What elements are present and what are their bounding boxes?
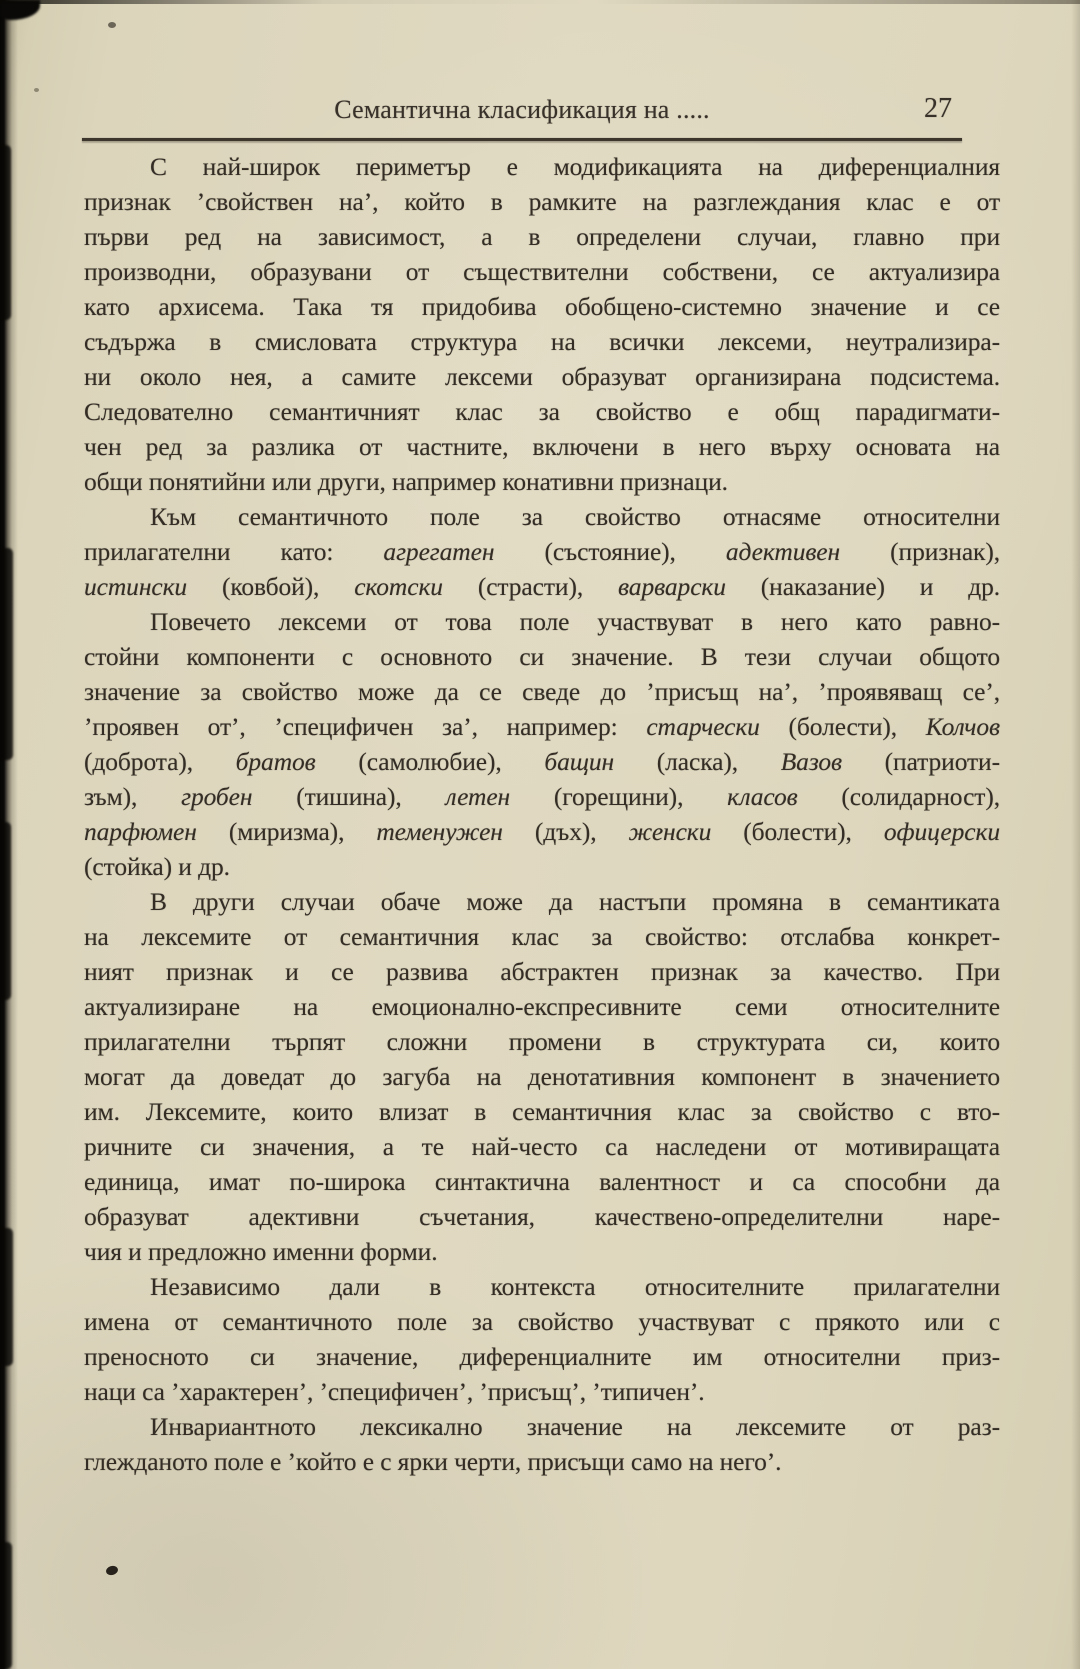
text-line <box>84 289 1000 324</box>
italic-term: женски <box>628 817 712 846</box>
text-line <box>84 429 1000 464</box>
text-line <box>84 919 1000 954</box>
text-run: общи понятийни или други, например конативни признаци. <box>84 467 728 496</box>
text-line <box>84 849 1000 884</box>
text-run: (горещини), <box>510 782 728 811</box>
text-run: (солидарност), <box>797 782 1001 811</box>
text-line <box>84 1409 1000 1444</box>
scan-right-edge <box>1071 0 1080 1669</box>
text-run: ният признак и се развива абстрактен признак за качество. При <box>84 957 1000 986</box>
text-line <box>84 1024 1000 1059</box>
text-line <box>84 884 1000 919</box>
text-line <box>84 744 1000 779</box>
text-run: (страсти), <box>442 572 618 601</box>
text-run: (доброта), <box>84 747 236 776</box>
text-line <box>84 219 1000 254</box>
text-run: Следователно семантичният клас за свойство е общ парадигмати- <box>84 397 1000 426</box>
italic-term: бащин <box>544 747 615 776</box>
scan-edge-blotch <box>0 1228 13 1366</box>
text-line <box>84 709 1000 744</box>
text-run: (наказание) и др. <box>725 572 1001 601</box>
text-line <box>84 1199 1000 1234</box>
running-header <box>82 95 962 131</box>
text-run: могат да доведат до загуба на денотативния компонент в значението <box>84 1062 1000 1091</box>
text-line <box>84 1304 1000 1339</box>
italic-term: адективен <box>725 537 841 566</box>
text-run: (признак), <box>840 537 1000 566</box>
paragraph <box>84 1409 1000 1479</box>
text-run: чия и предложно именни форми. <box>84 1237 438 1266</box>
paper-speck <box>34 88 39 92</box>
text-run: значение за свойство може да се сведе до ’присъщ на’, ’проявяващ се’, <box>84 677 1000 706</box>
text-run: производни, образувани от съществителни собствени, се актуализира <box>84 257 1000 286</box>
paragraph <box>84 149 1000 499</box>
scan-edge-blotch <box>0 548 13 760</box>
text-line <box>84 1444 1000 1479</box>
text-run: (състояние), <box>494 537 726 566</box>
text-line <box>84 639 1000 674</box>
text-run: съдържа в смисловата структура на всички лексеми, неутрализира- <box>84 327 1000 356</box>
paragraph <box>84 1269 1000 1409</box>
italic-term: летен <box>445 782 511 811</box>
text-run: наци са ’характерен’, ’специфичен’, ’присъщ’, ’типичен’. <box>84 1377 705 1406</box>
page-number: 27 <box>924 93 952 124</box>
scan-edge-blotch <box>0 822 11 1000</box>
header-rule <box>82 138 962 141</box>
text-run: като архисема. Така тя придобива обобщено-системно значение и се <box>84 292 1000 321</box>
text-line <box>84 184 1000 219</box>
text-line <box>84 534 1000 569</box>
text-run: чен ред за разлика от частните, включени в него върху основата на <box>84 432 1000 461</box>
running-header-title: Семантична класификация на ..... <box>334 95 710 124</box>
text-line <box>84 1269 1000 1304</box>
text-line <box>84 324 1000 359</box>
text-run: Независимо дали в контекста относителните прилагателни <box>150 1272 1000 1301</box>
text-line <box>84 1059 1000 1094</box>
text-run: (тишина), <box>252 782 446 811</box>
text-line <box>84 499 1000 534</box>
text-run: прилагателни като: <box>84 537 384 566</box>
text-run: признак ’свойствен на’, който в рамките на разглеждания клас е от <box>84 187 1000 216</box>
text-line <box>84 954 1000 989</box>
italic-term: Вазов <box>780 747 842 776</box>
italic-term: скотски <box>354 572 443 601</box>
scan-edge-blotch <box>0 145 11 320</box>
text-line <box>84 1164 1000 1199</box>
text-run: Повечето лексеми от това поле участвуват в него като равно- <box>150 607 1000 636</box>
italic-term: теменужен <box>376 817 503 846</box>
italic-term: класов <box>727 782 798 811</box>
text-run: на лексемите от семантичния клас за свойство: отслабва конкрет- <box>84 922 1000 951</box>
text-run: В други случаи обаче може да настъпи промяна в семантиката <box>150 887 1000 916</box>
text-run: ’проявен от’, ’специфичен за’, например: <box>84 712 647 741</box>
text-line <box>84 1339 1000 1374</box>
text-line <box>84 1234 1000 1269</box>
text-run: първи ред на зависимост, а в определени случаи, главно при <box>84 222 1000 251</box>
text-run: стойни компоненти с основното си значение. В тези случаи общото <box>84 642 1000 671</box>
text-run: (болести), <box>759 712 926 741</box>
text-run: единица, имат по-широка синтактична валентност и са способни да <box>84 1167 1000 1196</box>
text-run: образуват адективни съчетания, качествено-определителни наре- <box>84 1202 1000 1231</box>
paragraph <box>84 884 1000 1269</box>
italic-term: братов <box>235 747 316 776</box>
text-run: актуализиране на емоционално-експресивните семи относителните <box>84 992 1000 1021</box>
body-text <box>84 149 1000 1479</box>
text-run: ни около нея, а самите лексеми образуват организирана подсистема. <box>84 362 1000 391</box>
text-run: (миризма), <box>196 817 377 846</box>
text-run: С най-широк периметър е модификацията на диференциалния <box>150 152 1000 181</box>
text-line <box>84 604 1000 639</box>
paragraph <box>84 499 1000 604</box>
text-run: (дъх), <box>502 817 629 846</box>
paper-speck <box>108 22 116 28</box>
scan-top-edge <box>0 0 1080 4</box>
text-line <box>84 569 1000 604</box>
text-run: Инвариантното лексикално значение на лексемите от раз- <box>150 1412 1000 1441</box>
text-line <box>84 1129 1000 1164</box>
text-run: ричните си значения, а те най-често са наследени от мотивиращата <box>84 1132 1000 1161</box>
text-line <box>84 1374 1000 1409</box>
paragraph <box>84 604 1000 884</box>
italic-term: гробен <box>181 782 253 811</box>
italic-term: старчески <box>646 712 760 741</box>
italic-term: варварски <box>618 572 726 601</box>
text-run: прилагателни търпят сложни промени в структурата си, които <box>84 1027 1000 1056</box>
text-line <box>84 254 1000 289</box>
italic-term: Колчов <box>925 712 1000 741</box>
text-run: (ковбой), <box>187 572 355 601</box>
text-run: им. Лексемите, които влизат в семантичния клас за свойство с вто- <box>84 1097 1000 1126</box>
scan-edge-blotch <box>0 1542 12 1669</box>
text-line <box>84 814 1000 849</box>
text-run: (ласка), <box>614 747 781 776</box>
text-line <box>84 394 1000 429</box>
italic-term: парфюмен <box>84 817 197 846</box>
italic-term: истински <box>84 572 188 601</box>
text-run: Към семантичното поле за свойство отнасяме относителни <box>150 502 1000 531</box>
text-run: (патриоти- <box>841 747 1000 776</box>
text-line <box>84 359 1000 394</box>
text-run: преносното си значение, диференциалните им относителни приз- <box>84 1342 1000 1371</box>
text-line <box>84 464 1000 499</box>
italic-term: агрегатен <box>383 537 495 566</box>
text-line <box>84 674 1000 709</box>
text-run: (стойка) и др. <box>84 852 230 881</box>
text-run: (самолюбие), <box>315 747 545 776</box>
paper-speck <box>105 1565 119 1577</box>
text-line <box>84 149 1000 184</box>
text-run: зъм), <box>84 782 182 811</box>
italic-term: офицерски <box>883 817 1000 846</box>
text-line <box>84 779 1000 814</box>
text-run: (болести), <box>711 817 884 846</box>
text-line <box>84 989 1000 1024</box>
text-run: имена от семантичното поле за свойство участвуват с прякото или с <box>84 1307 1000 1336</box>
text-line <box>84 1094 1000 1129</box>
text-run: глежданото поле е ’който е с ярки черти, присъщи само на него’. <box>84 1447 782 1476</box>
